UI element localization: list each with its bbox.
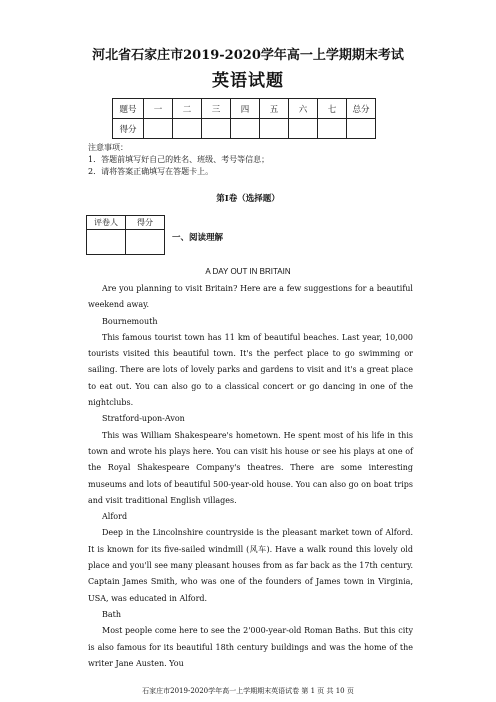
notice-item: 2．请将答案正确填写在答题卡上。 xyxy=(88,167,214,176)
score-blank-cell xyxy=(173,119,202,139)
grader-blank-cell xyxy=(126,230,165,255)
notice-item: 1．答题前填写好自己的姓名、班级、考号等信息； xyxy=(88,155,270,164)
section-title: 第I卷（选择题） xyxy=(216,194,280,204)
article-body xyxy=(88,281,413,672)
article-paragraph: Are you planning to visit Britain? Here are a few suggestions for a beautiful weekend away. xyxy=(88,284,413,310)
score-table xyxy=(112,98,376,139)
score-cell: 七 xyxy=(318,99,347,119)
score-blank-cell xyxy=(318,119,347,139)
grader-blank-cell xyxy=(87,230,126,255)
score-blank-cell xyxy=(289,119,318,139)
grader-label: 评卷人 xyxy=(87,216,126,230)
place-heading: Stratford-upon-Avon xyxy=(102,414,185,424)
article-title: A DAY OUT IN BRITAIN xyxy=(205,267,291,276)
score-cell: 二 xyxy=(173,99,202,119)
score-blank-cell xyxy=(260,119,289,139)
score-blank-cell xyxy=(202,119,231,139)
page-footer: 石家庄市2019-2020学年高一上学期期末英语试卷 第 1 页 共 10 页 xyxy=(142,687,354,695)
score-row-label: 得分 xyxy=(113,119,144,139)
article-paragraph: This famous tourist town has 11 km of beautiful beaches. Last year, 10,000 tourists visited this beautiful town. It's the perfect place to go swimming or sailing. There are lots of lovely parks and gardens to visit and it's a great place to eat out. You can also go to a classical concert or go dancing in one of the nightclubs. xyxy=(88,332,413,408)
score-table-header-row xyxy=(113,99,376,119)
article-paragraph: Deep in the Lincolnshire countryside is the pleasant market town of Alford. It is known for its five-sailed windmill (风车). Have a walk round this lovely old place and you'll see many pleasant houses from as far back as the 17th century. Captain James Smith, who was one of the founders of James town in Virginia, USA, was educated in Alford. xyxy=(88,528,413,603)
score-cell: 一 xyxy=(144,99,173,119)
part-title: 一、阅读理解 xyxy=(172,233,224,243)
score-blank-cell xyxy=(144,119,173,139)
score-blank-cell xyxy=(347,119,376,139)
score-cell: 总分 xyxy=(347,99,376,119)
place-heading: Alford xyxy=(102,512,128,522)
exam-subtitle: 英语试题 xyxy=(212,71,284,91)
score-cell: 六 xyxy=(289,99,318,119)
grader-header-row xyxy=(87,216,165,230)
article-paragraph: Most people come here to see the 2'000-year-old Roman Baths. But this city is also famous for its beautiful 18th century buildings and was the home of the writer Jane Austen. You xyxy=(88,626,413,668)
score-cell: 四 xyxy=(231,99,260,119)
place-heading: Bournemouth xyxy=(102,316,158,326)
score-blank-cell xyxy=(231,119,260,139)
score-table-score-row xyxy=(113,119,376,139)
grader-table xyxy=(86,215,165,255)
notice-heading: 注意事项： xyxy=(88,143,128,152)
exam-title: 河北省石家庄市2019-2020学年高一上学期期末考试 xyxy=(92,48,404,63)
score-cell: 题号 xyxy=(113,99,144,119)
score-cell: 五 xyxy=(260,99,289,119)
place-heading: Bath xyxy=(102,609,122,619)
notice-block xyxy=(88,142,269,178)
score-cell: 三 xyxy=(202,99,231,119)
grader-score-label: 得分 xyxy=(126,216,165,230)
grader-blank-row xyxy=(87,230,165,255)
article-paragraph: This was William Shakespeare's hometown. He spent most of his life in this town and wrote his plays here. You can visit his house or see his plays at one of the Royal Shakespeare Company's theatres. There are some interesting museums and lots of beautiful 500-year-old house. You can also go on boat trips and visit traditional English villages. xyxy=(88,430,413,505)
